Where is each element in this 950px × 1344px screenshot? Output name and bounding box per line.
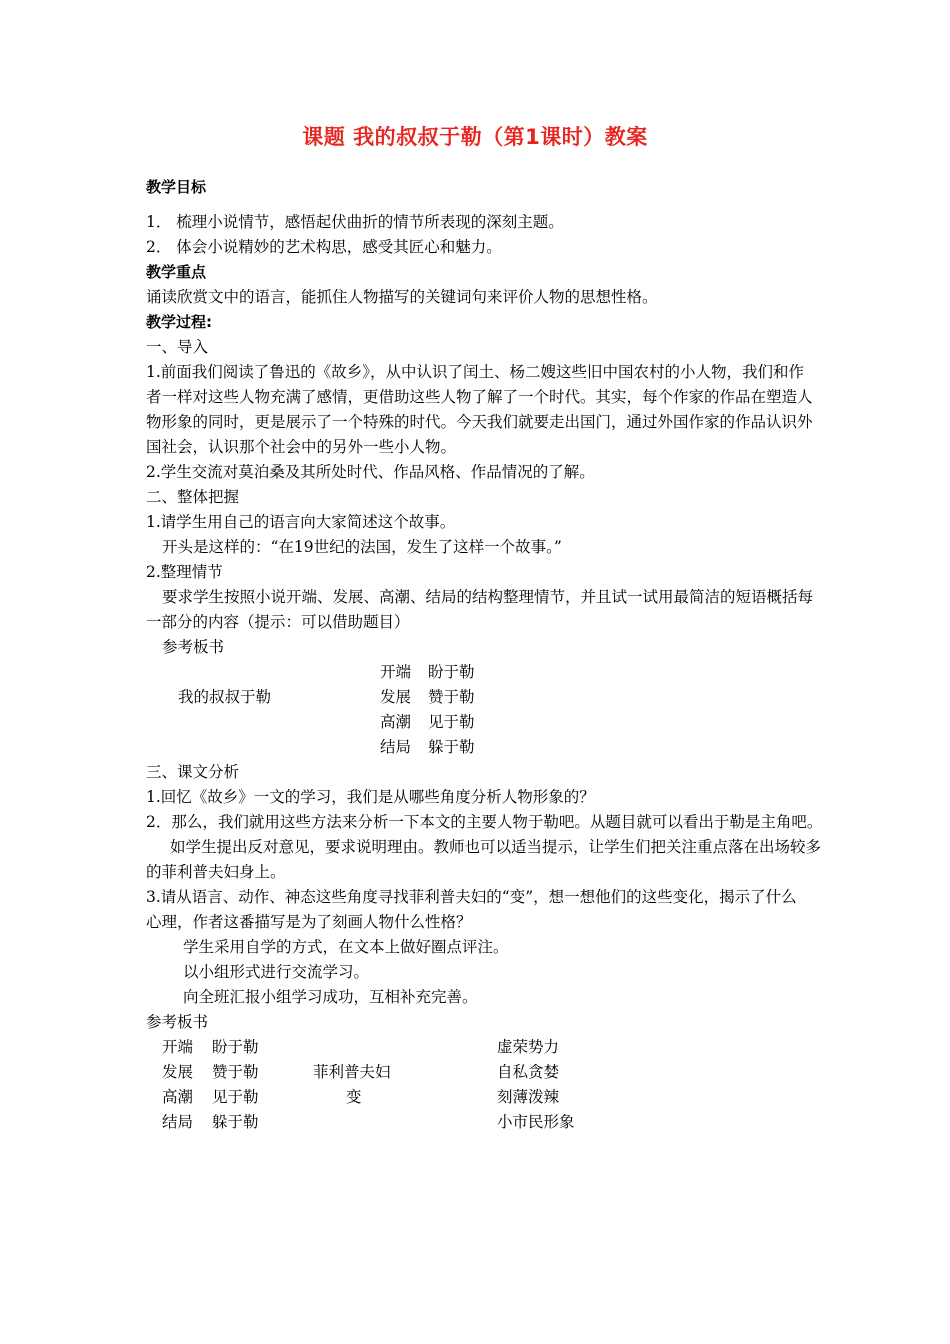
board-stage: 开端 <box>380 663 412 681</box>
board-stage: 高潮 <box>380 713 412 731</box>
paragraph-line: 的菲利普夫妇身上。 <box>146 863 286 881</box>
board-event: 躲于勒 <box>428 738 475 756</box>
paragraph-line: 3.请从语言、动作、神态这些角度寻找菲利普夫妇的“变”，想一想他们的这些变化，揭示了什么 <box>146 888 797 906</box>
paragraph-line: 1.请学生用自己的语言向大家简述这个故事。 <box>146 513 456 531</box>
process-heading: 教学过程: <box>146 313 212 331</box>
opening-quote: 开头是这样的：“在19世纪的法国，发生了这样一个故事。” <box>162 538 562 556</box>
board-event: 盼于勒 <box>428 663 475 681</box>
paragraph-line: 学生采用自学的方式，在文本上做好圈点评注。 <box>183 938 509 956</box>
board-event: 赞于勒 <box>428 688 475 706</box>
goals-heading: 教学目标 <box>146 178 207 196</box>
focus-text: 诵读欣赏文中的语言，能抓住人物描写的关键词句来评价人物的思想性格。 <box>146 288 658 306</box>
board-trait: 小市民形象 <box>497 1113 575 1131</box>
board-event: 盼于勒 <box>212 1038 259 1056</box>
board-stage: 结局 <box>162 1113 194 1131</box>
paragraph-line: 一部分的内容（提示：可以借助题目） <box>146 613 410 631</box>
paragraph-line: 2.整理情节 <box>146 563 223 581</box>
board-subject: 菲利普夫妇 <box>313 1063 391 1081</box>
paragraph-line: 以小组形式进行交流学习。 <box>183 963 370 981</box>
paragraph-line: 国社会，认识那个社会中的另外一些小人物。 <box>146 438 457 456</box>
board-stage: 发展 <box>380 688 412 706</box>
board-trait: 自私贪婪 <box>497 1063 560 1081</box>
paragraph-line: 2．那么，我们就用这些方法来分析一下本文的主要人物于勒吧。从题目就可以看出于勒是主角吧。 <box>146 813 823 831</box>
board-stage: 发展 <box>162 1063 194 1081</box>
board-event: 见于勒 <box>428 713 475 731</box>
board-event: 赞于勒 <box>212 1063 259 1081</box>
section-1-heading: 一、导入 <box>146 338 209 356</box>
paragraph-line: 如学生提出反对意见，要求说明理由。教师也可以适当提示，让学生们把关注重点落在出场较多 <box>170 838 822 856</box>
section-3-heading: 三、课文分析 <box>146 763 240 781</box>
board-stage: 高潮 <box>162 1088 194 1106</box>
goal-item-2: 2． 体会小说精妙的艺术构思，感受其匠心和魅力。 <box>146 238 502 256</box>
board-trait: 虚荣势力 <box>497 1038 560 1056</box>
document-title: 课题 我的叔叔于勒（第1课时）教案 <box>302 125 648 149</box>
board-stage: 结局 <box>380 738 412 756</box>
paragraph-line: 1.前面我们阅读了鲁迅的《故乡》，从中认识了闰土、杨二嫂这些旧中国农村的小人物，我们和作 <box>146 363 805 381</box>
paragraph-line: 要求学生按照小说开端、发展、高潮、结局的结构整理情节，并且试一试用最简洁的短语概括每 <box>162 588 814 606</box>
board-change: 变 <box>346 1088 362 1106</box>
section-2-heading: 二、整体把握 <box>146 488 240 506</box>
paragraph-line: 2.学生交流对莫泊桑及其所处时代、作品风格、作品情况的了解。 <box>146 463 595 481</box>
board-label: 参考板书 <box>162 638 225 656</box>
board-event: 见于勒 <box>212 1088 259 1106</box>
paragraph-line: 1.回忆《故乡》一文的学习，我们是从哪些角度分析人物形象的？ <box>146 788 595 806</box>
goal-item-1: 1． 梳理小说情节，感悟起伏曲折的情节所表现的深刻主题。 <box>146 213 564 231</box>
board-trait: 刻薄泼辣 <box>497 1088 560 1106</box>
paragraph-line: 者一样对这些人物充满了感情，更借助这些人物了解了一个时代。其实，每个作家的作品在塑造人 <box>146 388 813 406</box>
board-event: 躲于勒 <box>212 1113 259 1131</box>
focus-heading: 教学重点 <box>146 263 207 281</box>
paragraph-line: 心理，作者这番描写是为了刻画人物什么性格？ <box>146 913 472 931</box>
paragraph-line: 向全班汇报小组学习成功，互相补充完善。 <box>183 988 478 1006</box>
board-label: 参考板书 <box>146 1013 209 1031</box>
board-title: 我的叔叔于勒 <box>178 688 272 706</box>
board-stage: 开端 <box>162 1038 194 1056</box>
paragraph-line: 物形象的同时，更是展示了一个特殊的时代。今天我们就要走出国门，通过外国作家的作品认识外 <box>146 413 813 431</box>
